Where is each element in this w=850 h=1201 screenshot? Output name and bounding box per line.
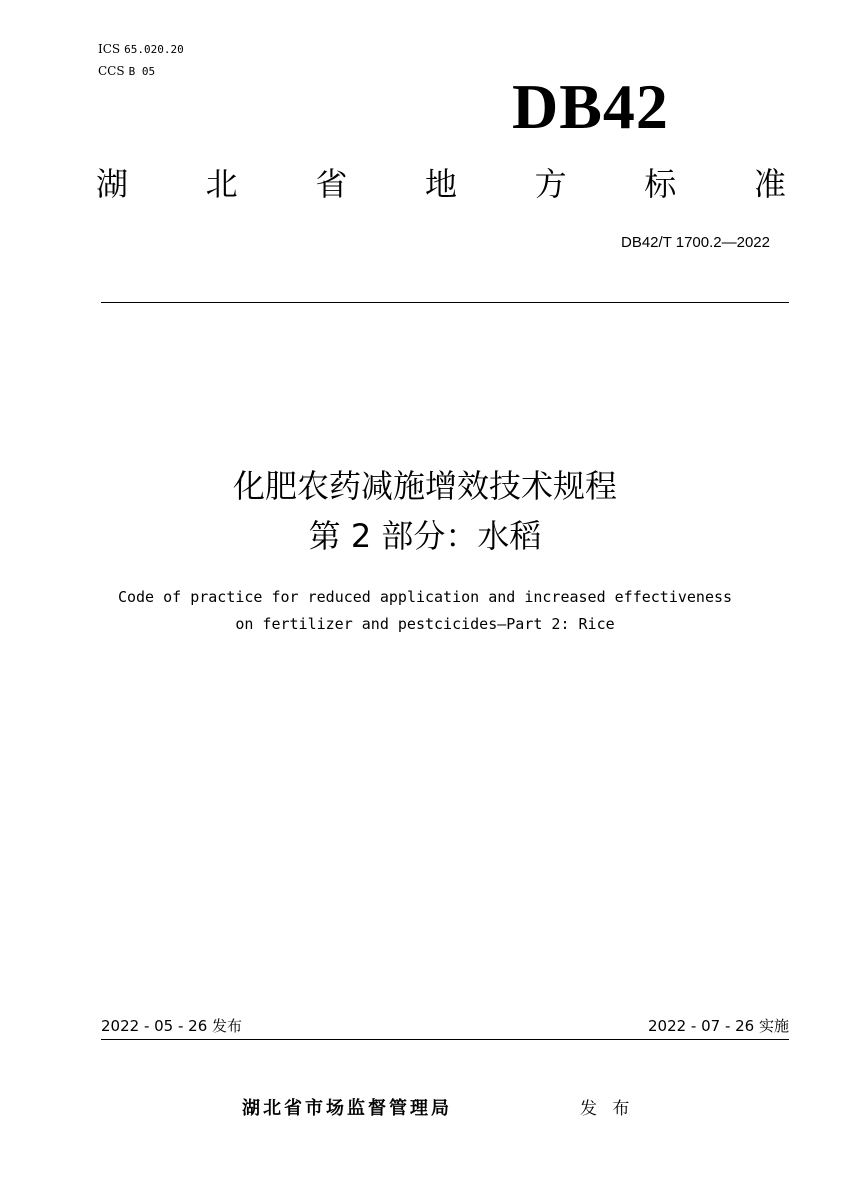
standard-type-char: 方 [534,165,567,203]
db42-logo: DB42 [512,71,669,142]
standard-type-char: 标 [644,165,677,203]
ccs-code-line [98,64,155,79]
standard-type-heading [96,160,786,208]
standard-type-char: 北 [205,165,238,203]
bottom-divider [101,1039,789,1040]
ccs-code: B 05 [128,65,156,78]
ics-code: 65.020.20 [124,43,184,56]
standard-type-char: 湖 [96,165,129,203]
ics-code-line [98,42,184,57]
standard-type-char: 准 [753,165,786,203]
top-divider [101,302,789,303]
issue-label: 发 布 [580,1099,632,1119]
implement-date: 2022 - 07 - 26 实施 [647,1017,789,1035]
standard-type-char: 省 [315,165,348,203]
title-cn-line1: 化肥农药减施增效技术规程 [232,467,617,505]
standard-number: DB42/T 1700.2—2022 [621,234,770,251]
issuing-authority: 湖北省市场监督管理局 [242,1098,452,1119]
ccs-label: CCS [98,64,125,78]
ics-label: ICS [98,42,121,56]
standard-type-char: 地 [424,165,457,203]
title-en-line1: Code of practice for reduced application and increased effectiveness [117,588,733,606]
title-en-line2: on fertilizer and pestcicides—Part 2: Rice [235,615,615,633]
release-date: 2022 - 05 - 26 发布 [101,1017,243,1035]
title-cn-line2: 第 2 部分：水稻 [308,517,542,555]
